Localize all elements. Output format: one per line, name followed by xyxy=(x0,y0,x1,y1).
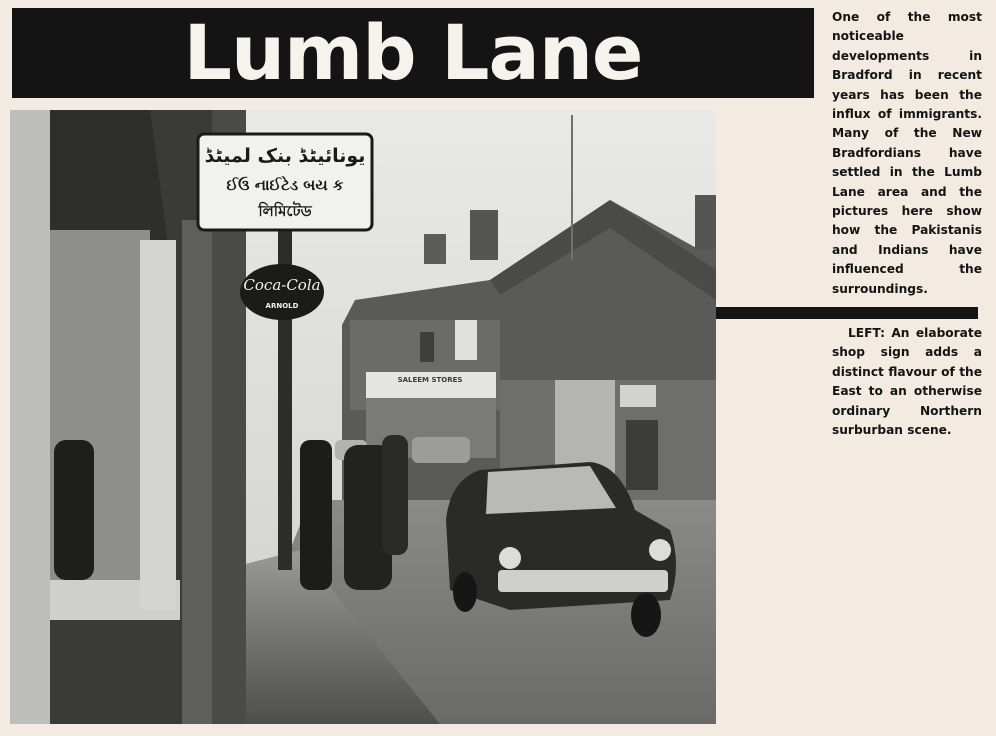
sign-urdu-text: یونائیٹڈ بنک لمیٹڈ xyxy=(204,145,366,167)
divider-bar xyxy=(716,307,978,319)
intro-paragraph: One of the most noticeable developments in Bradford in recent years has been the influx of immigrants. Many of the New Bradfordians have settled in the Lumb Lane area and the pictures here show how the Pakistanis and Indians have influenced the surroundings. xyxy=(832,10,982,296)
coca-cola-text: Coca-Cola xyxy=(243,276,321,294)
shop-fascia-text: SALEEM STORES xyxy=(397,376,463,384)
coca-cola-sub-text: ARNOLD xyxy=(265,302,299,310)
page-title: Lumb Lane xyxy=(183,8,643,97)
photo-caption: LEFT: An elaborate shop sign adds a distinct flavour of the East to an otherwise ordinary Northern surburban scene. xyxy=(832,326,982,438)
sign-gujarati-text: ઈઉ નાઈટેડ બય ક xyxy=(226,176,344,194)
title-banner xyxy=(12,8,814,98)
sign-bengali-text: লিমিটেড xyxy=(258,202,312,220)
street-photograph xyxy=(10,110,716,724)
